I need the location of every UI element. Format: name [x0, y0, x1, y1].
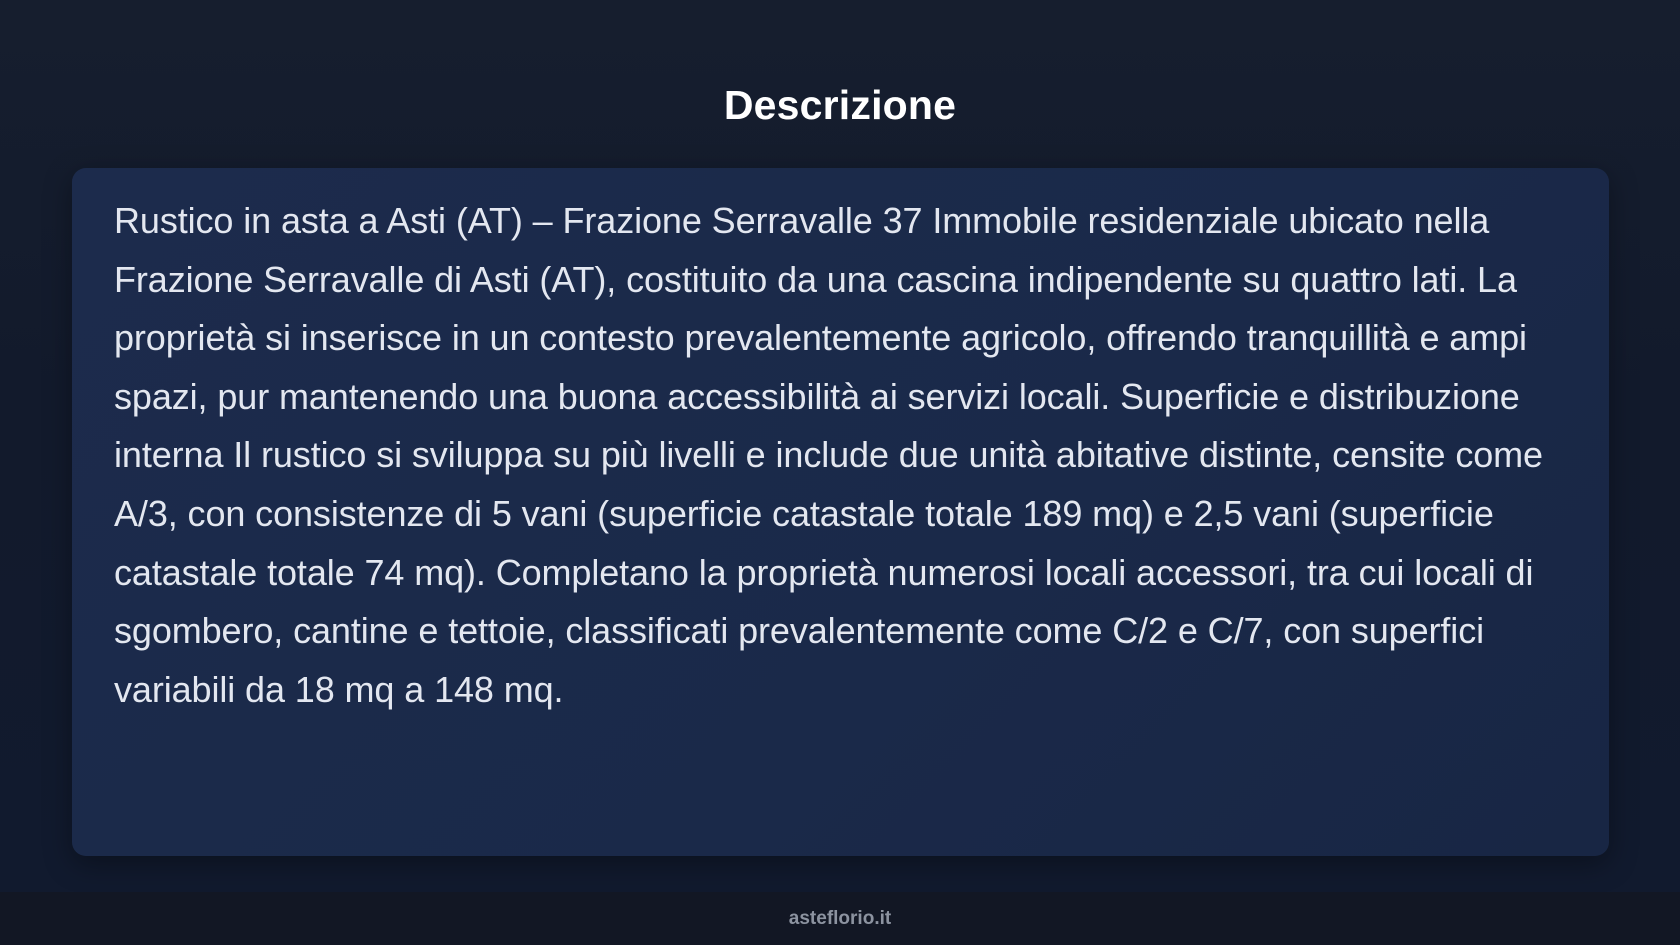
page-title: Descrizione — [723, 82, 957, 128]
description-card — [72, 168, 1609, 856]
description-text: Rustico in asta a Asti (AT) – Frazione Serravalle 37 Immobile residenziale ubicato nella Frazione Serravalle di Asti (AT), costituito da una cascina indipendente su quattro lati. La proprietà si inserisce in un contesto prevalentemente agricolo, offrendo tranquillità e ampi spazi, pur mantenendo una buona accessibilità ai servizi locali. Superficie e distribuzione interna Il rustico si sviluppa su più livelli e include due unità abitative distinte, censite come A/3, con consistenze di 5 vani (superficie catastale totale 189 mq) e 2,5 vani (superficie catastale totale 74 mq). Completano la proprietà numerosi locali accessori, tra cui locali di sgombero, cantine e tettoie, classificati prevalentemente come C/2 e C/7, con superfici variabili da 18 mq a 148 mq. — [114, 200, 1543, 710]
footer-site-label: asteflorio.it — [0, 892, 1680, 945]
